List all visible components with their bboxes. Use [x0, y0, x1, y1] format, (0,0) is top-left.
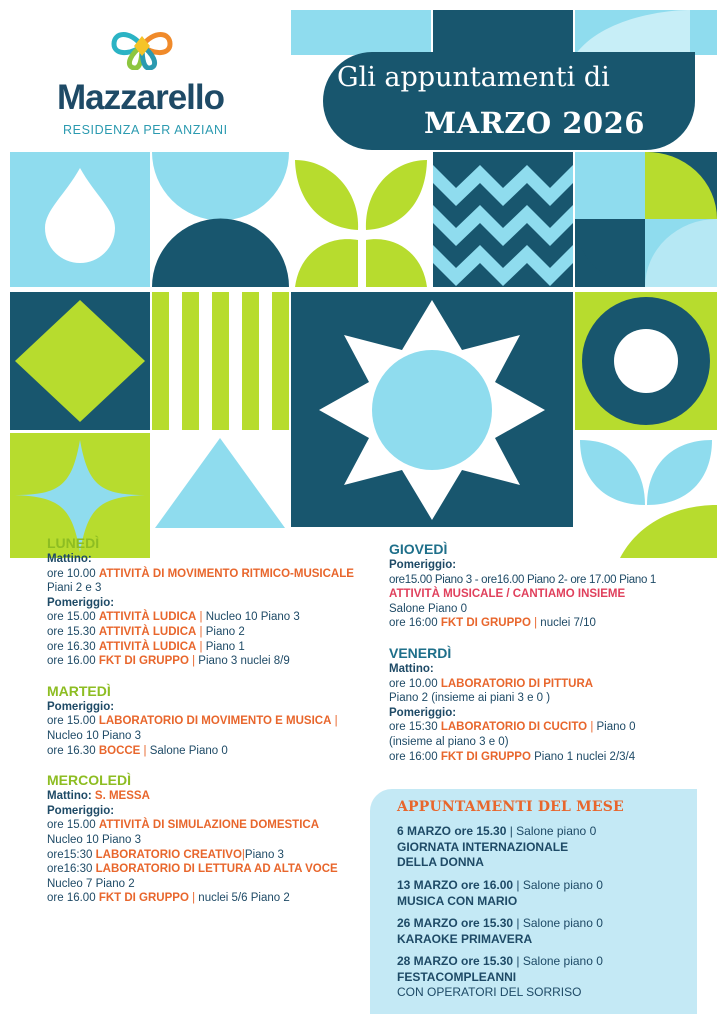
butterfly-logo-icon [110, 22, 174, 70]
afternoon-label: Pomeriggio: [389, 706, 457, 719]
schedule-line: ore 10.00 LABORATORIO DI PITTURA [389, 677, 594, 690]
afternoon-label: Pomeriggio: [47, 596, 115, 609]
schedule-line: Salone Piano 0 [389, 602, 468, 615]
day-mercoledi: MERCOLEDÌ [47, 772, 131, 789]
monthly-events-box [370, 789, 697, 1014]
day-venerdi: VENERDÌ [389, 644, 452, 661]
mosaic-row-1 [10, 152, 717, 287]
schedule-line: ore 16.00 FKT DI GRUPPO | Piano 3 nuclei 8/9 [47, 655, 290, 668]
morning-label: Mattino: [47, 553, 92, 565]
schedule-line: ore15:30 LABORATORIO CREATIVO|Piano 3 [47, 848, 284, 861]
schedule-line: ore 15.00 ATTIVITÀ LUDICA | Nucleo 10 Piano 3 [47, 611, 300, 624]
schedule-line: ore 15.00 ATTIVITÀ DI SIMULAZIONE DOMESTICA [47, 819, 320, 832]
schedule-line: Piano 2 (insieme ai piani 3 e 0 ) [389, 692, 551, 705]
schedule-line: ore 16:00 FKT DI GRUPPO | nuclei 7/10 [389, 617, 596, 630]
schedule-line: ATTIVITÀ MUSICALE / CANTIAMO INSIEME [389, 588, 626, 601]
brand-subtitle: RESIDENZA PER ANZIANI [63, 123, 228, 137]
event-item: 26 MARZO ore 15.30 | Salone piano 0 KARAOKE PRIMAVERA [397, 916, 603, 946]
schedule-line: Nucleo 10 Piano 3 [47, 729, 141, 742]
schedule-line: Nucleo 10 Piano 3 [47, 833, 141, 846]
page-title-line2: MARZO 2026 [424, 106, 645, 140]
mosaic-top-strip [291, 10, 717, 55]
schedule-line: ore 15.30 ATTIVITÀ LUDICA | Piano 2 [47, 625, 245, 638]
logo [55, 22, 245, 70]
right-schedule-column [389, 534, 656, 764]
day-giovedi: GIOVEDÌ [389, 541, 448, 557]
event-item: 13 MARZO ore 16.00 | Salone piano 0 MUSICA CON MARIO [397, 878, 603, 908]
schedule-line: (insieme al piano 3 e 0) [389, 735, 509, 748]
schedule-line: Piani 2 e 3 [47, 582, 102, 595]
schedule-line: ore15.00 Piano 3 - ore16.00 Piano 2- ore 17.00 Piano 1 [389, 573, 657, 586]
schedule-line: Mattino: S. MESSA [47, 790, 150, 803]
schedule-line: ore 15.00 LABORATORIO DI MOVIMENTO E MUSICA | [47, 715, 338, 728]
schedule-line: ore16:30 LABORATORIO DI LETTURA AD ALTA VOCE [47, 863, 338, 876]
day-lunedi: LUNEDÌ [47, 535, 100, 551]
day-martedi: MARTEDÌ [47, 682, 111, 699]
schedule-line: ore 15:30 LABORATORIO DI CUCITO | Piano 0 [389, 721, 636, 734]
brand-name: Mazzarello [57, 78, 224, 117]
events-title: APPUNTAMENTI DEL MESE [397, 799, 624, 815]
event-item: 6 MARZO ore 15.30 | Salone piano 0 GIORNATA INTERNAZIONALE DELLA DONNA [397, 824, 597, 869]
page-title-line1: Gli appuntamenti di [337, 62, 610, 93]
schedule-line: ore 16.00 FKT DI GRUPPO | nuclei 5/6 Piano 2 [47, 892, 290, 905]
morning-label: Mattino: [389, 662, 434, 675]
schedule-line: Nucleo 7 Piano 2 [47, 877, 135, 890]
afternoon-label: Pomeriggio: [389, 559, 457, 571]
schedule-line: ore 16:00 FKT DI GRUPPO Piano 1 nuclei 2/3/4 [389, 750, 636, 763]
schedule-line: ore 16.30 ATTIVITÀ LUDICA | Piano 1 [47, 640, 245, 653]
event-item: 28 MARZO ore 15.30 | Salone piano 0 FESTACOMPLEANNI CON OPERATORI DEL SORRISO [397, 954, 603, 999]
afternoon-label: Pomeriggio: [47, 700, 115, 713]
schedule-line: ore 10.00 ATTIVITÀ DI MOVIMENTO RITMICO-MUSICALE [47, 567, 354, 580]
schedule-line: ore 16.30 BOCCE | Salone Piano 0 [47, 744, 228, 757]
left-schedule-column [47, 534, 354, 906]
afternoon-label: Pomeriggio: [47, 804, 115, 817]
